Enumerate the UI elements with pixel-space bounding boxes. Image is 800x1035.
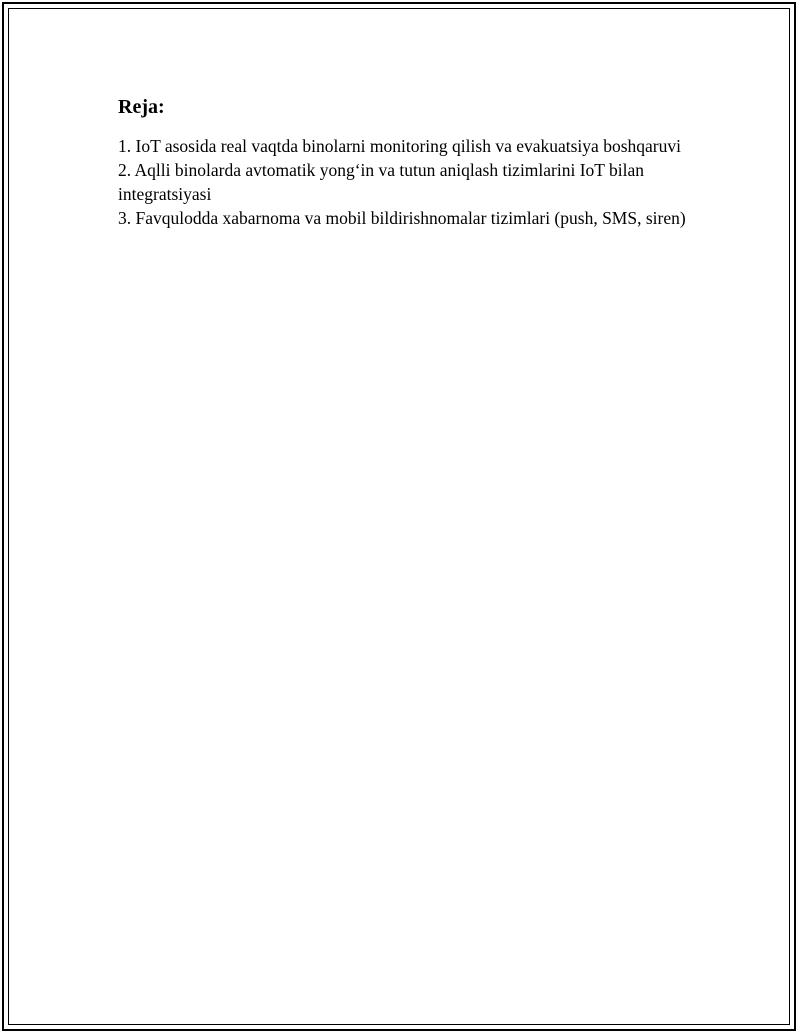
plan-item-3: 3. Favqulodda xabarnoma va mobil bildirishnomalar tizimlari (push, SMS, siren) [118, 208, 686, 228]
page-content [118, 94, 688, 230]
plan-item-1: 1. IoT asosida real vaqtda binolarni monitoring qilish va evakuatsiya boshqaruvi [118, 136, 681, 156]
plan-list [118, 134, 688, 230]
plan-item-2: 2. Aqlli binolarda avtomatik yong‘in va tutun aniqlash tizimlarini IoT bilan integratsiyasi [118, 160, 645, 204]
plan-heading: Reja: [118, 96, 165, 118]
